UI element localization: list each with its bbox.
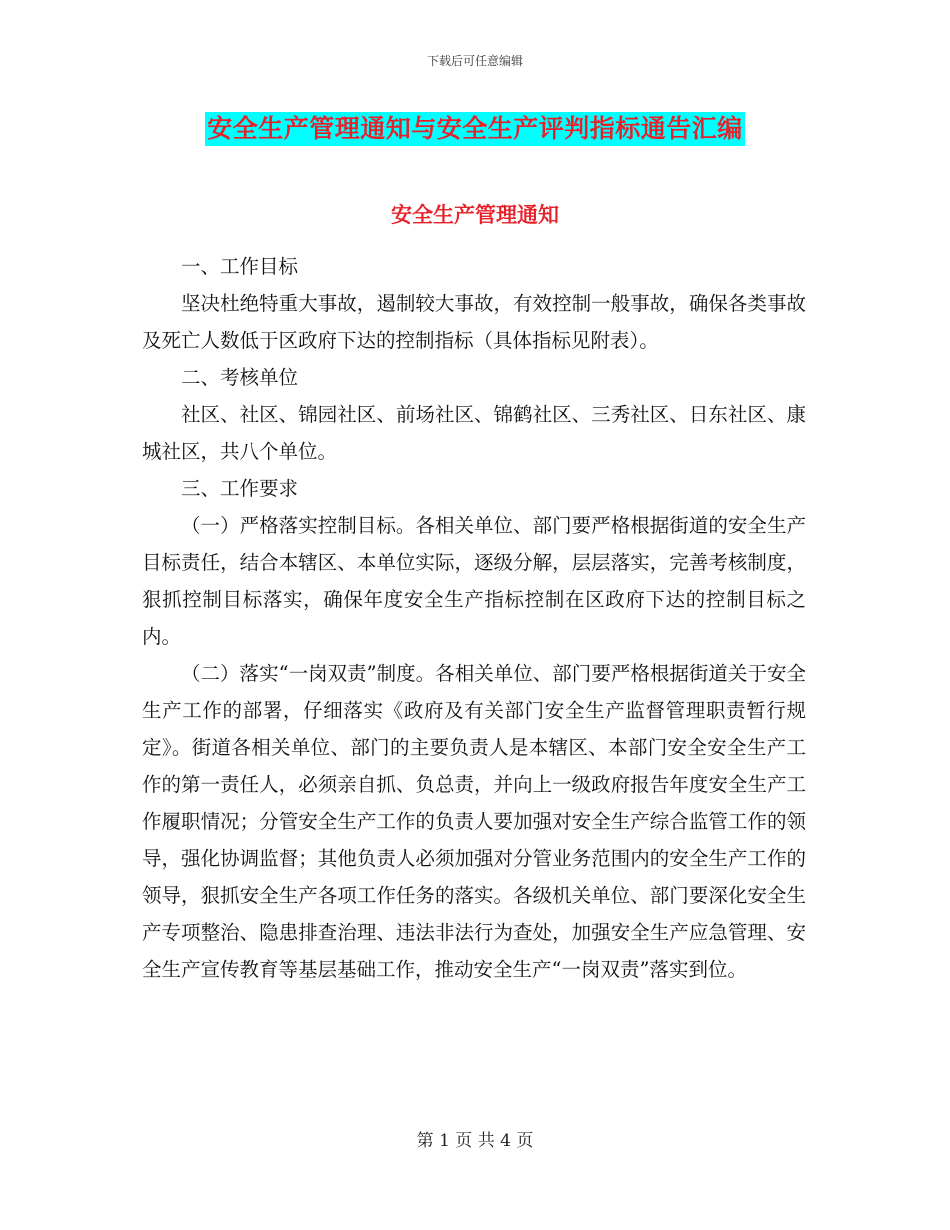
- main-title-wrap: [0, 112, 950, 146]
- paragraph-work-goal: 坚决杜绝特重大事故，遏制较大事故，有效控制一般事故，确保各类事故及死亡人数低于区政府下达的控制指标（具体指标见附表）。: [142, 292, 806, 352]
- heading-work-goal: 一、工作目标: [181, 255, 299, 278]
- paragraph-requirement-1: （一）严格落实控制目标。各相关单位、部门要严格根据街道的安全生产目标责任，结合本辖区、本单位实际，逐级分解，层层落实，完善考核制度，狠抓控制目标落实，确保年度安全生产指标控制在区政府下达的控制目标之内。: [142, 514, 806, 648]
- section-title: 安全生产管理通知: [391, 202, 559, 227]
- heading-work-requirements: 三、工作要求: [181, 477, 299, 500]
- document-body: [142, 248, 806, 988]
- main-title: 安全生产管理通知与安全生产评判指标通告汇编: [205, 112, 745, 146]
- heading-assessment-units: 二、考核单位: [181, 366, 299, 389]
- page-footer: 第 1 页 共 4 页: [416, 1131, 534, 1151]
- paragraph-requirement-2: （二）落实“一岗双责”制度。各相关单位、部门要严格根据街道关于安全生产工作的部署，仔细落实《政府及有关部门安全生产监督管理职责暂行规定》。街道各相关单位、部门的主要负责人是本辖区、本部门安全安全生产工作的第一责任人，必须亲自抓、负总责，并向上一级政府报告年度安全生产工作履职情况；分管安全生产工作的负责人要加强对安全生产综合监管工作的领导，强化协调监督；其他负责人必须加强对分管业务范围内的安全生产工作的领导，狠抓安全生产各项工作任务的落实。各级机关单位、部门要深化安全生产专项整治、隐患排查治理、违法非法行为查处，加强安全生产应急管理、安全生产宣传教育等基层基础工作，推动安全生产“一岗双责”落实到位。: [142, 662, 806, 981]
- paragraph-assessment-units: 社区、社区、锦园社区、前场社区、锦鹤社区、三秀社区、日东社区、康城社区，共八个单位。: [142, 403, 806, 463]
- header-note: 下载后可任意编辑: [426, 54, 523, 68]
